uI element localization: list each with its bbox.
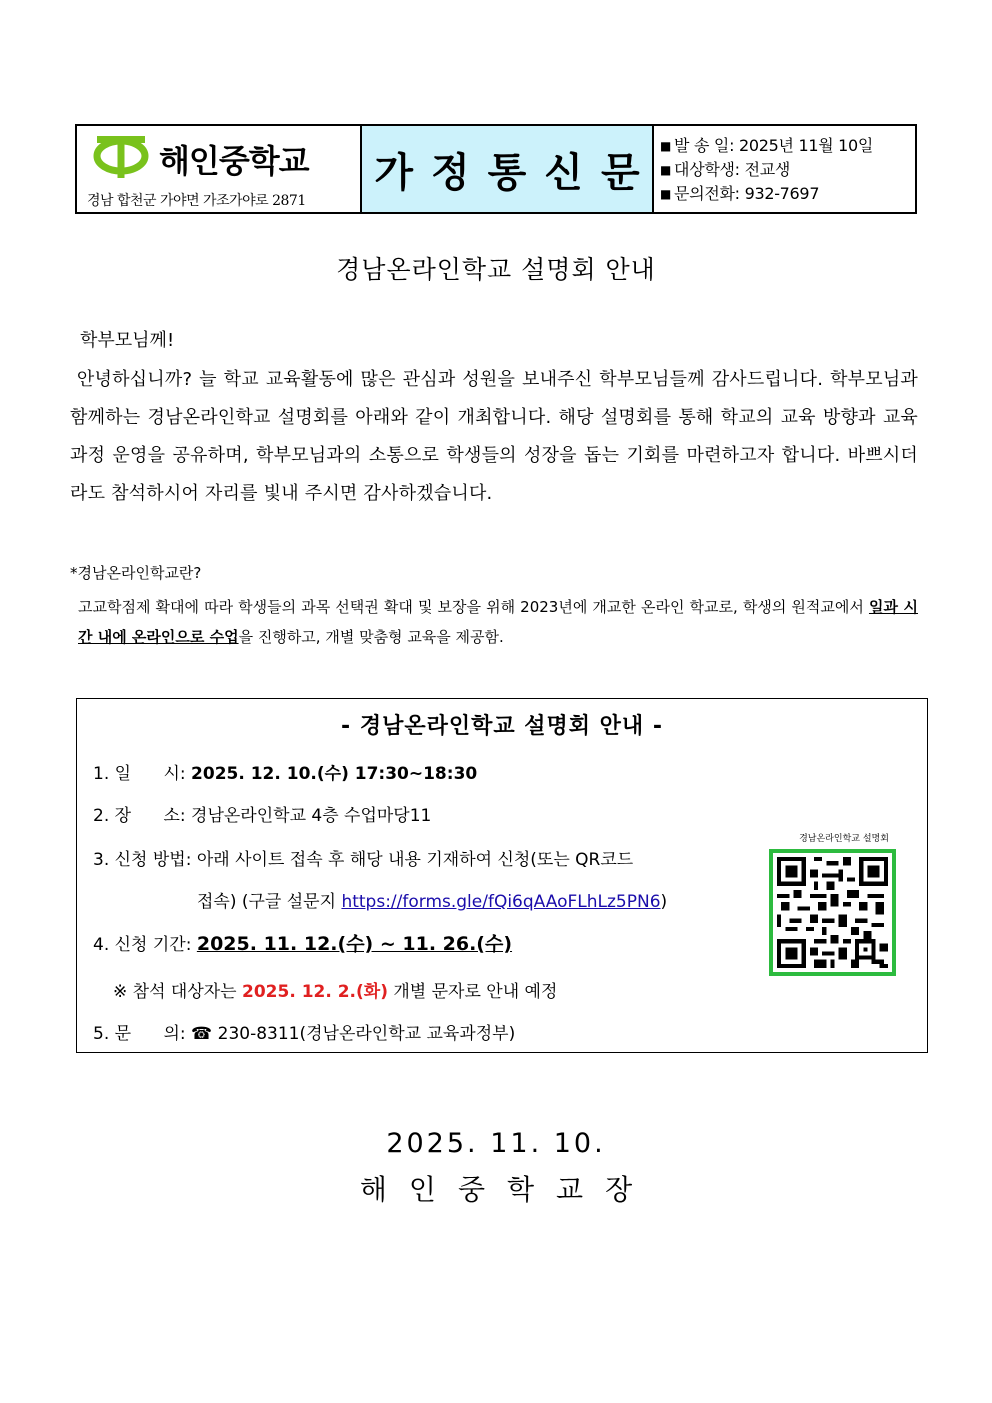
box-title: - 경남온라인학교 설명회 안내 - <box>341 714 663 739</box>
document-title: 경남온라인학교 설명회 안내 <box>336 255 656 284</box>
body-paragraph: 안녕하십니까? 늘 학교 교육활동에 많은 관심과 성원을 보내주신 학부모님들께 감사드립니다. 학부모님과 함께하는 경남온라인학교 설명회를 아래와 같이 개최합니다. 해당 설명회를 통해 학교의 교육 방향과 교육과정 운영을 공유하며, 학부모님과의 소통으로 학생들의 성장을 돕는 기회를 마련하고자 합니다. 바쁘시더라도 참석하시어 자리를 빛내 주시면 감사하겠습니다. <box>70 369 919 504</box>
survey-link[interactable]: https://forms.gle/fQi6qAAoFLhLz5PN6 <box>341 892 661 912</box>
school-address: 경남 합천군 가야면 가조가야로 2871 <box>87 193 306 209</box>
greeting: 학부모님께! <box>80 330 175 351</box>
item-datetime: 1. 일 시: 2025. 12. 10.(수) 17:30~18:30 <box>93 764 478 784</box>
item-apply-method: 3. 신청 방법: 아래 사이트 접속 후 해당 내용 기재하여 신청(또는 QR코드 <box>93 850 634 870</box>
event-info-box <box>76 698 928 1053</box>
item-location: 2. 장 소: 경남온라인학교 4층 수업마당11 <box>93 806 432 826</box>
principal-signature: 해인중학교장 <box>359 1173 655 1206</box>
letter-header <box>75 124 917 214</box>
item-apply-period: 4. 신청 기간: 2025. 11. 12.(수) ~ 11. 26.(수) <box>93 933 513 955</box>
item-contact: 5. 문 의: ☎ 230-8311(경남온라인학교 교육과정부) <box>93 1024 516 1044</box>
qr-code[interactable] <box>769 849 896 976</box>
qr-code-icon <box>773 853 892 972</box>
qr-label: 경남온라인학교 설명회 <box>799 834 889 844</box>
attendee-notice: ※ 참석 대상자는 2025. 12. 2.(화) 개별 문자로 안내 예정 <box>113 982 558 1002</box>
item-apply-method-line2: 접속) (구글 설문지 https://forms.gle/fQi6qAAoFLhLz5PN6) <box>197 892 668 912</box>
newsletter-title-block <box>362 126 658 212</box>
square-bullet-icon: ■ <box>660 139 672 153</box>
square-bullet-icon: ■ <box>660 163 672 177</box>
info-send-date: ■ 발 송 일: 2025년 11월 10일 <box>660 134 915 158</box>
phone-icon: ☎ <box>191 1024 213 1044</box>
info-target: ■ 대상학생: 전교생 <box>660 158 915 182</box>
note-heading: *경남온라인학교란? <box>70 564 202 582</box>
school-name: 해인중학교 <box>159 142 309 180</box>
school-logo-icon <box>91 134 151 178</box>
notice-date: 2025. 12. 2.(화) <box>242 982 388 1002</box>
info-phone: ■ 문의전화: 932-7697 <box>660 182 915 206</box>
square-bullet-icon: ■ <box>660 187 672 201</box>
issue-date: 2025. 11. 10. <box>386 1128 606 1159</box>
note-emphasis: 일과 시간 내에 온라인으로 수업 <box>78 598 918 646</box>
info-block <box>654 126 915 212</box>
school-block <box>77 126 362 212</box>
newsletter-title: 가정통신문 <box>374 149 658 196</box>
note-body: 고교학점제 확대에 따라 학생들의 과목 선택권 확대 및 보장을 위해 2023년에 개교한 온라인 학교로, 학생의 원적교에서 일과 시간 내에 온라인으로 수업을 진행하고, 개별 맞춤형 교육을 제공함. <box>78 598 918 646</box>
